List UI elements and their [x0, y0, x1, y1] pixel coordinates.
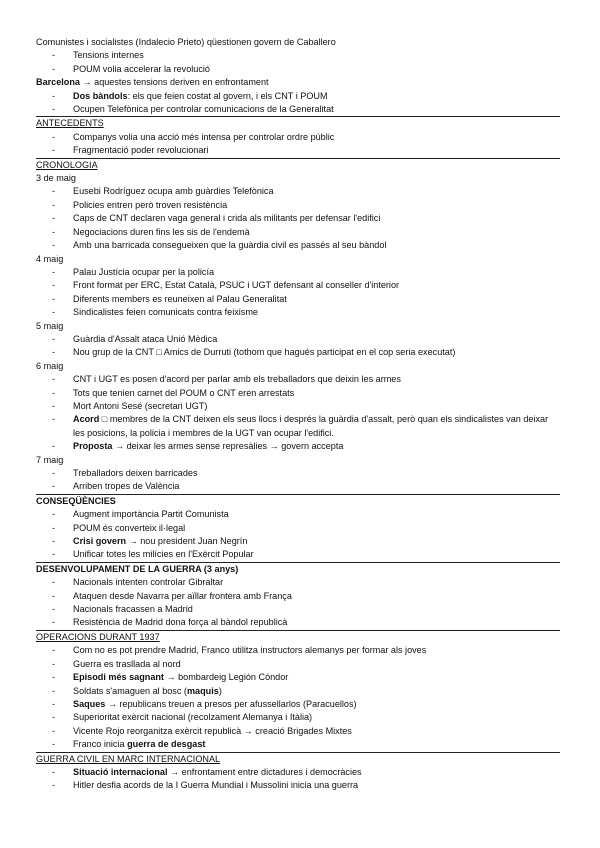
barcelona-line	[36, 76, 560, 89]
section-heading-internacional: GUERRA CIVIL EN MARC INTERNACIONAL	[36, 752, 560, 766]
list-item: - Caps de CNT declaren vaga general i crida als militants per defensar l'edifici	[36, 212, 560, 225]
text: → aquestes tensions deriven en enfrontament	[79, 77, 269, 88]
list-item	[36, 413, 560, 440]
list-item: - Palau Justícia ocupar per la policía	[36, 266, 560, 279]
list-item: - Policies entren però troven resistència	[36, 199, 560, 212]
list-item: - Eusebi Rodríguez ocupa amb guàrdies Telefònica	[36, 185, 560, 198]
text: → bombardeig Legión Cóndor	[163, 672, 289, 683]
list-item: - CNT i UGT es posen d'acord per parlar amb els treballadors que deixin les armes	[36, 373, 560, 386]
bold-term: Crisi govern	[73, 536, 127, 547]
bold-term: Episodi més sagnant	[73, 672, 164, 683]
date-label: 5 maig	[36, 320, 64, 331]
list-item: - Mort Antoni Sesé (secretari UGT)	[36, 400, 560, 413]
text: Franco inicia	[73, 739, 128, 750]
list-item	[36, 535, 560, 548]
list-item: - Resistència de Madrid dona força al bàndol republicà	[36, 616, 560, 629]
list-item: - Sindicalistes feien comunicats contra feixisme	[36, 306, 560, 319]
list-item: - Fragmentació poder revolucionari	[36, 144, 560, 157]
text: Soldats s'amaguen al bosc (	[73, 685, 187, 696]
text: □ membres de la CNT deixen els seus llocs i després la guàrdia d'assalt, però quan els sindicalistes van deixar les posicions, la policia i membres de la UGT van ocupar l'edifici.	[73, 414, 549, 438]
bold-term: Proposta	[73, 441, 113, 452]
list-item	[36, 90, 560, 103]
list-item	[36, 698, 560, 711]
list-item	[36, 738, 560, 751]
list-item	[36, 671, 560, 684]
date-label: 4 maig	[36, 253, 64, 264]
list-item: - Arriben tropes de València	[36, 480, 560, 493]
section-heading-consequencies: CONSEQÜÈNCIES	[36, 494, 560, 508]
list-item: - Diferents members es reuneixen al Palau Generalitat	[36, 293, 560, 306]
section-heading-cronologia: CRONOLOGIA	[36, 158, 560, 172]
list-item: - Nacionals intenten controlar Gibraltar	[36, 576, 560, 589]
bold-term: Saques	[73, 698, 106, 709]
text: : els que feien costat al govern, i els CNT i POUM	[127, 90, 328, 101]
bold-term: Dos bàndols	[73, 90, 128, 101]
list-item: - Nou grup de la CNT □ Amics de Durruti (tothom que hagués participat en el cop seria executat)	[36, 346, 560, 359]
bold-term: Barcelona	[36, 77, 80, 88]
bold-term: maquis	[186, 685, 219, 696]
list-item: - POUM volia accelerar la revolució	[36, 63, 560, 76]
list-item: - Hitler desfia acords de la I Guerra Mundial i Mussolini inicia una guerra	[36, 779, 560, 792]
list-item: - Companys volia una acció més intensa per controlar ordre públic	[36, 131, 560, 144]
list-item	[36, 766, 560, 779]
list-item: - Nacionals fracassen a Madrid	[36, 603, 560, 616]
list-item: - POUM és converteix il·legal	[36, 522, 560, 535]
list-item: - Com no es pot prendre Madrid, Franco utilitza instructors alemanys per formar als joves	[36, 644, 560, 657]
bold-term: Situació internacional	[73, 766, 168, 777]
list-item: - Treballadors deixen barricades	[36, 467, 560, 480]
text: → republicans treuen a presos per afussellarlos (Paracuellos)	[105, 698, 357, 709]
section-heading-operacions: OPERACIONS DURANT 1937	[36, 630, 560, 644]
bold-term: guerra de desgast	[127, 739, 206, 750]
list-item: - Tots que tenien carnet del POUM o CNT eren arrestats	[36, 387, 560, 400]
list-item	[36, 685, 560, 698]
list-item: - Negociacions duren fins les sis de l'endemà	[36, 226, 560, 239]
list-item: - Guerra es trasllada al nord	[36, 658, 560, 671]
list-item: - Vicente Rojo reorganitza exèrcit republicà → creació Brigades Mixtes	[36, 725, 560, 738]
list-item	[36, 440, 560, 453]
list-item: - Ataquen desde Navarra per aïllar frontera amb França	[36, 590, 560, 603]
section-heading-antecedents: ANTECEDENTS	[36, 116, 560, 130]
text: → enfrontament entre dictadures i democràcies	[167, 766, 362, 777]
date-label: 6 maig	[36, 360, 64, 371]
date-label: 7 maig	[36, 454, 64, 465]
text: → nou president Juan Negrín	[126, 536, 248, 547]
list-item: - Unificar totes les milícies en l'Exèrcit Popular	[36, 548, 560, 561]
bold-term: Acord	[73, 414, 100, 425]
intro-line: Comunistes i socialistes (Indalecio Prieto) qüestionen govern de Caballero	[36, 37, 336, 47]
date-label: 3 de maig	[36, 173, 76, 184]
list-item: - Ocupen Telefònica per controlar comunicacions de la Generalitat	[36, 103, 560, 116]
text: )	[218, 685, 222, 696]
section-heading-desenvolupament: DESENVOLUPAMENT DE LA GUERRA (3 anys)	[36, 562, 560, 576]
list-item: - Front format per ERC, Estat Català, PSUC i UGT defensant al conseller d'interior	[36, 279, 560, 292]
list-item: - Superioritat exèrcit nacional (recolzament Alemanya i Itàlia)	[36, 711, 560, 724]
list-item: - Amb una barricada consegueixen que la guàrdia civil es passés al seu bàndol	[36, 239, 560, 252]
list-item: - Augment importància Partit Comunista	[36, 508, 560, 521]
list-item: - Tensions internes	[36, 49, 560, 62]
list-item: - Guàrdia d'Assalt ataca Unió Mèdica	[36, 333, 560, 346]
text: → deixar les armes sense represàlies → govern accepta	[112, 441, 344, 452]
